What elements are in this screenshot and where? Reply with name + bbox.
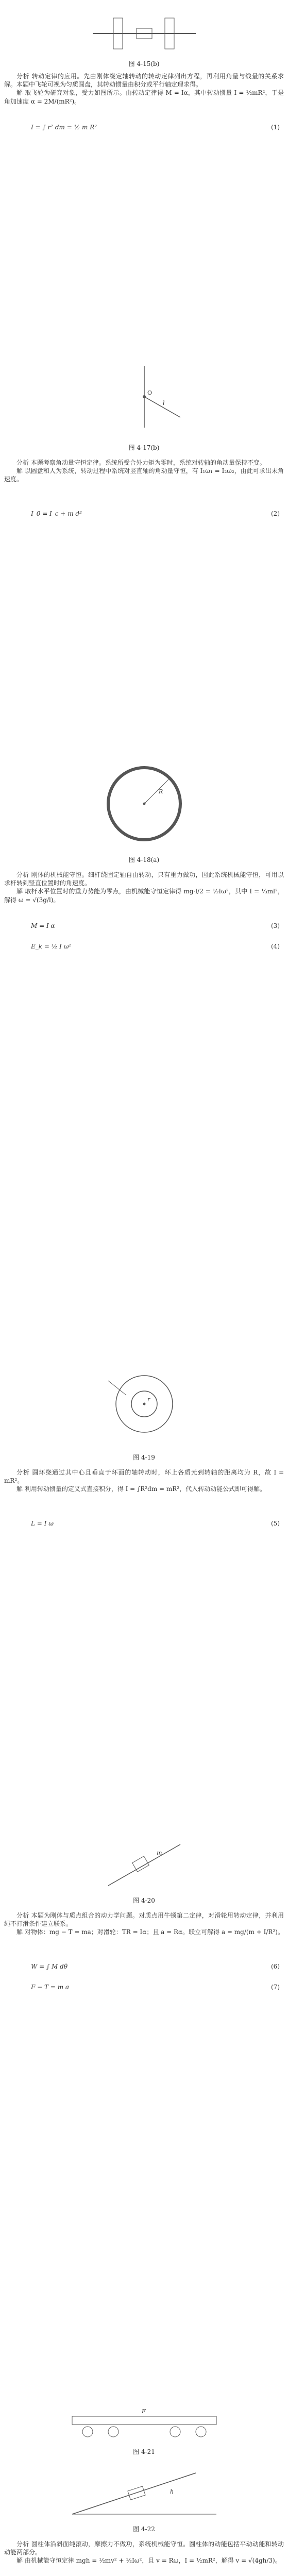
caption-top: 图 4-15(b) [128,60,160,67]
figure-rail [67,2401,222,2442]
label-R: R [159,788,163,795]
equation-number: (6) [271,1963,280,1970]
figure-spring [103,1834,185,1891]
label-l: l [163,400,165,406]
equation: F − T = m a [31,1984,70,1991]
paragraph: 分析 刚体的机械能守恒。细杆绕固定轴自由转动，只有重力做功，因此系统机械能守恒，可用以求杆转到竖直位置时的角速度。 [4,871,284,887]
equation-number: (5) [271,1520,280,1527]
figure-shaft-wheels [88,10,201,57]
figure-incline [67,2463,222,2519]
equation: M = I α [31,922,55,929]
caption-b: 图 4-18(a) [128,856,160,863]
figure-disc [88,1370,201,1448]
figure-ring [98,757,191,850]
paragraph: 分析 本题为刚体与质点组合的动力学问题。对质点用牛顿第二定律，对滑轮用转动定律，并利用绳不打滑条件建立联系。 [4,1912,284,1928]
text-block-6 [4,2540,284,2565]
text-block-5 [4,1911,284,1937]
text-block-4 [4,1468,284,1494]
equation: L = I ω [31,1520,54,1527]
label-F: F [142,2408,146,2415]
caption-f: 图 4-22 [133,2526,155,2533]
paragraph: 解 对物体：mg − T = ma；对滑轮：TR = Iα；且 a = Rα。联立可解得 a = mg/(m + I/R²)。 [16,1928,284,1936]
paragraph: 解 取杆水平位置时的重力势能为零点，由机械能守恒定律得 mg·l/2 = ½Iω²，其中 I = ⅓ml²，解得 ω = √(3g/l)。 [4,888,284,904]
equation-number: (2) [271,510,280,517]
paragraph: 解 由机械能守恒定律 mgh = ½mv² + ½Iω²，且 v = Rω，I = ½mR²，解得 v = √(4gh/3)。 [16,2557,281,2565]
equation: I_0 = I_c + m d² [31,510,82,517]
equation: W = ∫ M dθ [31,1963,68,1970]
text-block-3 [4,871,284,904]
figure-rod [98,361,191,438]
equation-number: (3) [271,922,280,929]
caption-d: 图 4-20 [133,1897,155,1904]
text-block-2 [4,459,284,484]
paragraph: 解 以圆盘和人为系统，转动过程中系统对竖直轴的角动量守恒，有 I₁ω₁ = I₂ω₂，由此可求出末角速度。 [4,467,284,483]
caption-e: 图 4-21 [133,2448,155,2455]
caption-c: 图 4-19 [133,1454,155,1461]
paragraph: 分析 圆柱体沿斜面纯滚动，摩擦力不做功，系统机械能守恒。圆柱体的动能包括平动动能和转动动能两部分。 [4,2540,284,2556]
caption-a: 图 4-17(b) [128,444,160,451]
paragraph: 解 利用转动惯量的定义式直接积分，得 I = ∫R²dm = mR²，代入转动动能公式即可得解。 [16,1485,266,1493]
equation-number: (4) [271,943,280,950]
equation: E_k = ½ I ω² [31,943,72,950]
equation-number: (1) [271,124,280,131]
paragraph: 分析 本题考察角动量守恒定律。系统所受合外力矩为零时，系统对转轴的角动量保持不变。 [16,459,266,466]
equation-number: (7) [271,1984,280,1991]
paragraph: 分析 转动定律的应用。先由刚体绕定轴转动的转动定律列出方程，再利用角量与线量的关系求解。本题中飞轮可视为匀质圆盘，其转动惯量由积分或平行轴定理求得。 [4,73,284,89]
label-m: m [157,1850,162,1856]
text-block-1 [4,72,284,106]
label-r: r [147,1396,150,1403]
paragraph: 解 取飞轮为研究对象，受力如图所示。由转动定律得 M = Iα，其中转动惯量 I = ½mR²，于是角加速度 α = 2M/(mR²)。 [4,89,284,105]
paragraph: 分析 圆环绕通过其中心且垂直于环面的轴转动时，环上各质元到转轴的距离均为 R，故 I = mR²。 [4,1469,284,1485]
equation: I = ∫ r² dm = ½ m R² [31,124,97,131]
label-h: h [170,2488,174,2495]
label-O: O [147,389,153,396]
